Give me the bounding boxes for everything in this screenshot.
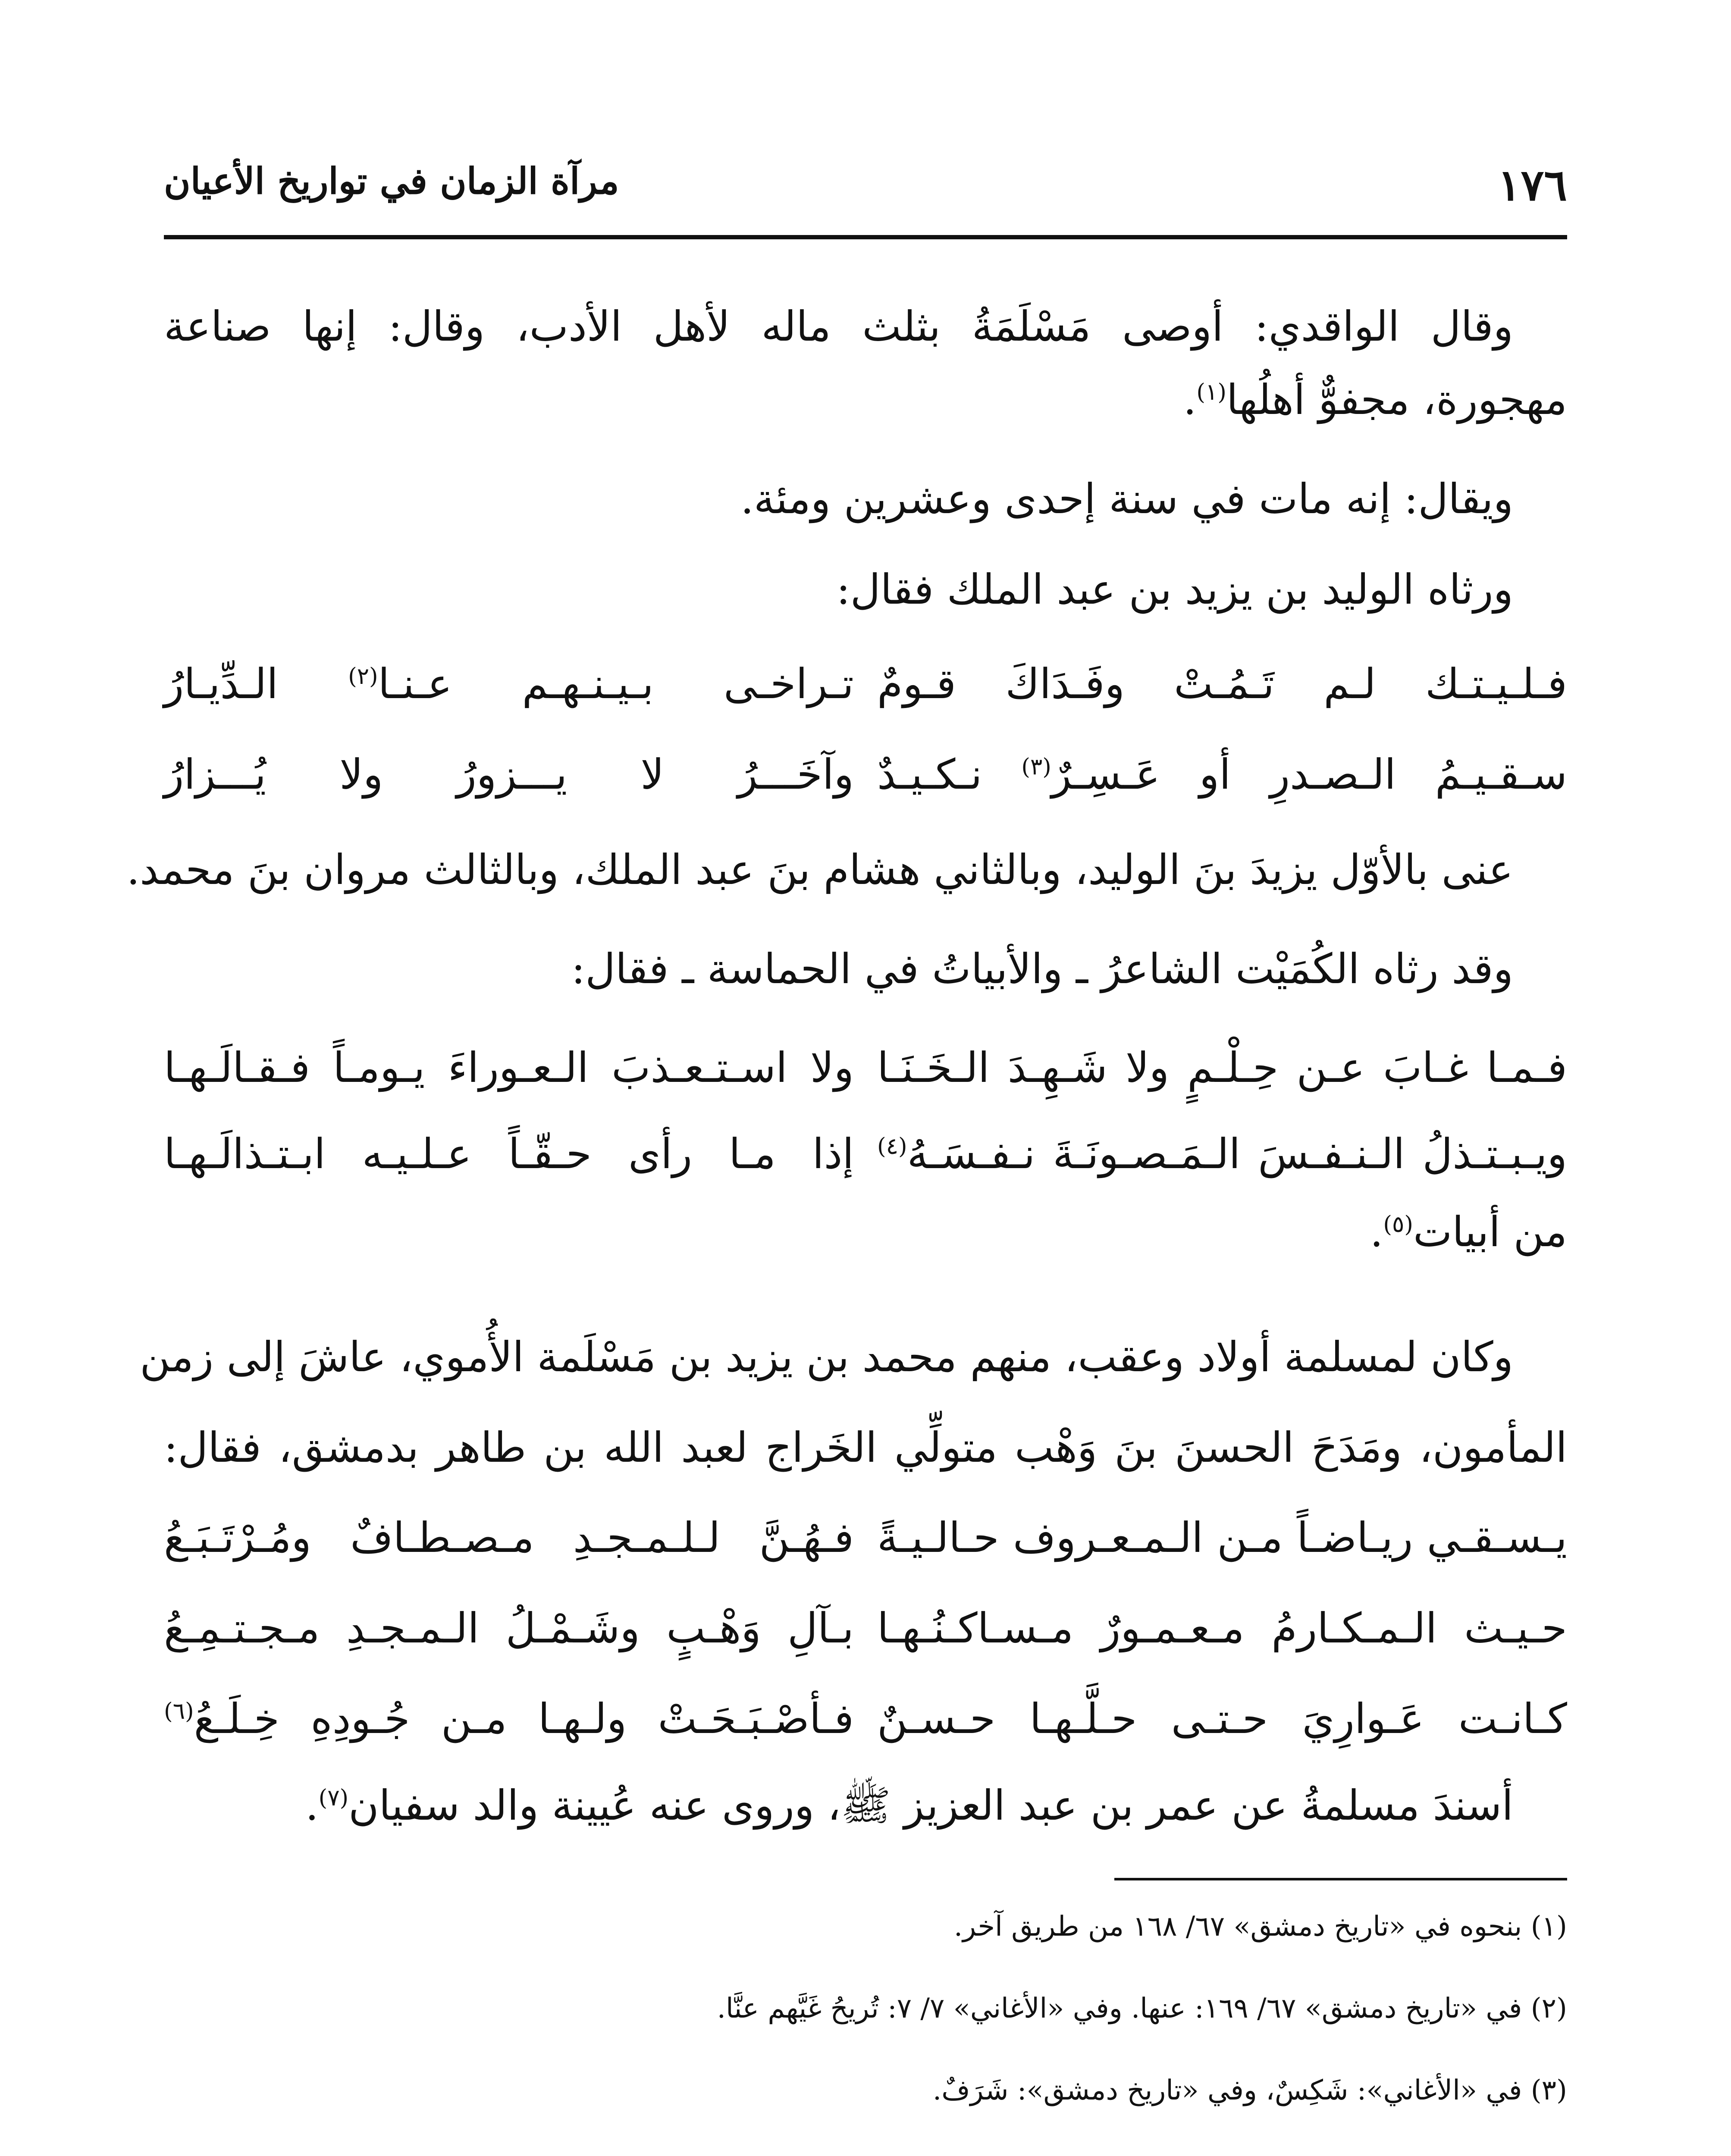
verse-6-first-hemistich: حـيـث الـمـكـارمُ مـعـمـورٌ مـسـاكـنُـهـا	[877, 1604, 1567, 1652]
footnote-3: (٣) في «الأغاني»: شَكِسٌ، وفي «تاريخ دمشق»: شَرَفٌ.	[932, 2075, 1567, 2106]
verse-6	[164, 1604, 1567, 1664]
verse-3	[164, 1044, 1567, 1104]
verse-2-first-hemistich: سـقـيـمُ الـصـدرِ أو عَـسِـرٌ$^{(٣)}$ نـكـيـدٌ	[877, 750, 1567, 799]
paragraph-1-text: مهجورة، مجفوٌّ أهلُها	[1226, 376, 1567, 424]
verse-4	[164, 1130, 1567, 1190]
verse-5-second-hemistich: فـهُـنَّ لـلـمـجـدِ مـصـطـافٌ ومُـرْتَـبَـعُ	[164, 1514, 854, 1562]
paragraph-3: ورثاه الوليد بن يزيد بن عبد الملك فقال:	[836, 565, 1513, 614]
footnote-ref-1[interactable]: (١)	[1196, 379, 1226, 405]
verse-5	[164, 1514, 1567, 1574]
paragraph-7-line-1: وكان لمسلمة أولاد وعقب، منهم محمد بن يزيد بن مَسْلَمة الأُموي، عاشَ إلى زمن	[140, 1333, 1513, 1381]
verse-3-first-hemistich: فـمـا غـابَ عـن حِـلْـمٍ ولا شَـهِـدَ الـخَـنَـا	[877, 1044, 1567, 1092]
footnote-2: (٢) في «تاريخ دمشق» ٦٧/ ١٦٩: عنها. وفي «الأغاني» ٧/ ٧: تُريحُ غَيَّهم عنَّا.	[717, 1993, 1567, 2024]
paragraph-4: عنى بالأوّل يزيدَ بنَ الوليد، وبالثاني هشام بنَ عبد الملك، وبالثالث مروان بنَ محمد.	[126, 846, 1513, 894]
verse-7	[164, 1695, 1567, 1755]
verse-4-first-hemistich: ويـبـتـذلُ الـنـفـسَ الـمَـصـونَـةَ نـفـسَـهُ$^{(٤)}$	[877, 1130, 1567, 1178]
footnote-ref-7[interactable]: (٧)	[318, 1785, 349, 1811]
footnote-ref-4[interactable]: (٤)	[877, 1133, 907, 1159]
page-number: ١٧٦	[1497, 160, 1567, 210]
footnote-1: (١) بنحوه في «تاريخ دمشق» ٦٧/ ١٦٨ من طريق آخر.	[953, 1911, 1567, 1943]
verse-4-second-hemistich: إذا مـا رأى حـقّـاً عـلـيـه ابـتـذالَـهـا	[164, 1130, 854, 1178]
verse-2-second-hemistich: وآخَـــرُ لا يـــزورُ ولا يُـــزارُ	[164, 750, 854, 799]
paragraph-2: ويقال: إنه مات في سنة إحدى وعشرين ومئة.	[740, 475, 1513, 523]
footnote-ref-2[interactable]: (٢)	[348, 663, 378, 689]
verse-5-first-hemistich: يـسـقـي ريـاضـاً مـن الـمـعـروف حـالـيـةً	[877, 1514, 1567, 1562]
paragraph-5: وقد رثاه الكُمَيْت الشاعرُ ـ والأبياتُ في الحماسة ـ فقال:	[571, 945, 1513, 993]
paragraph-1-line-2: مهجورة، مجفوٌّ أهلُها$^{(١)}$.	[1183, 376, 1567, 424]
verse-6-second-hemistich: بـآلِ وَهْـبٍ وشَـمْـلُ الـمـجـدِ مـجـتـمِـعُ	[164, 1604, 854, 1652]
footnote-ref-3[interactable]: (٣)	[1021, 754, 1051, 780]
footnote-separator	[1114, 1878, 1567, 1880]
paragraph-1-line-1: وقال الواقدي: أوصى مَسْلَمَةُ بثلث ماله لأهل الأدب، وقال: إنها صناعة	[164, 302, 1513, 351]
paragraph-8: أسندَ مسلمةُ عن عمر بن عبد العزيز ﷺ، وروى عنه عُيينة والد سفيان$^{(٧)}$.	[305, 1781, 1513, 1830]
verse-7-first-hemistich: كـانـت عَـوارِيَ حـتـى حـلَّـهـا حـسـنٌ	[877, 1695, 1567, 1743]
header-rule	[164, 235, 1567, 239]
paragraph-7-line-2: المأمون، ومَدَحَ الحسنَ بنَ وَهْب متولِّي الخَراج لعبد الله بن طاهر بدمشق، فقال:	[164, 1423, 1567, 1472]
verse-2	[164, 750, 1567, 811]
verse-1-second-hemistich: تـراخـى بـيـنـهـم عـنـا$^{(٢)}$ الـدِّيـارُ	[164, 660, 854, 708]
paragraph-6: من أبيات$^{(٥)}$.	[1370, 1208, 1567, 1256]
verse-3-second-hemistich: ولا اسـتـعـذبَ الـعـوراءَ يـومـاً فـقـالَـهـا	[164, 1044, 854, 1092]
verse-1	[164, 660, 1567, 720]
verse-1-first-hemistich: فـلـيـتـك لـم تَـمُـتْ وفَـدَاكَ قـومٌ	[877, 660, 1567, 708]
footnote-ref-5[interactable]: (٥)	[1383, 1211, 1413, 1238]
page-header	[164, 155, 1567, 229]
footnote-ref-6[interactable]: (٦)	[164, 1698, 194, 1724]
running-title: مرآة الزمان في تواريخ الأعيان	[164, 160, 619, 202]
verse-7-second-hemistich: فـأصْـبَـحَـتْ ولـهـا مـن جُـودِهِ خِـلَـعُ$^{(٦)}$	[164, 1695, 854, 1743]
